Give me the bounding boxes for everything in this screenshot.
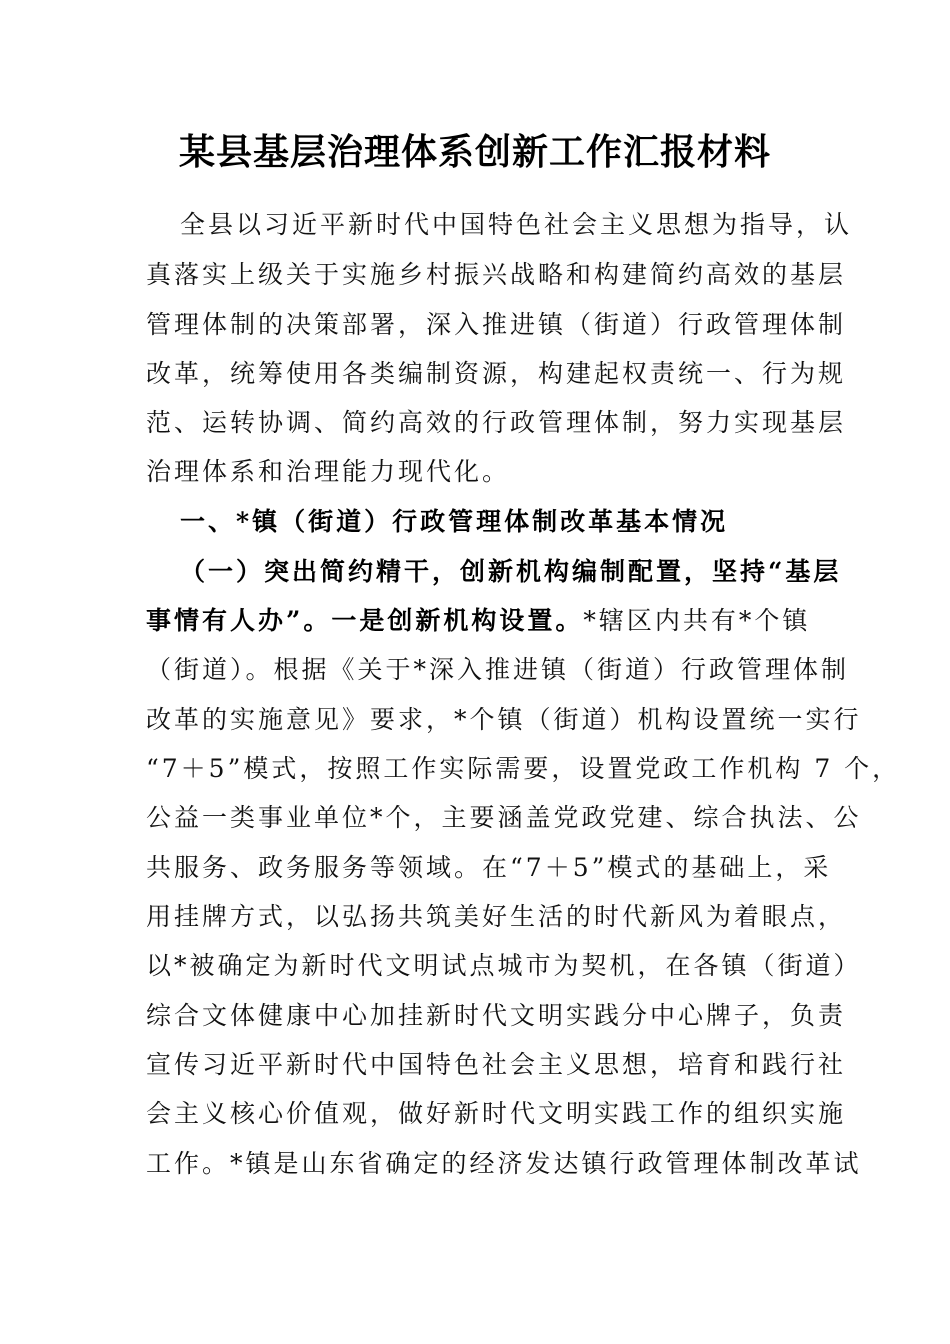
subsection-line: 工作。*镇是山东省确定的经济发达镇行政管理体制改革试 — [146, 1149, 862, 1178]
intro-line: 真落实上级关于实施乡村振兴战略和构建简约高效的基层 — [146, 260, 847, 289]
intro-line: 范、运转协调、简约高效的行政管理体制，努力实现基层 — [146, 408, 847, 437]
subsection-line: 改革的实施意见》要求，*个镇（街道）机构设置统一实行 — [146, 705, 862, 734]
section-heading: 一、*镇（街道）行政管理体制改革基本情况 — [180, 507, 729, 536]
document-title: 某县基层治理体系创新工作汇报材料 — [178, 131, 771, 173]
subsection-line: 公益一类事业单位*个，主要涵盖党政党建、综合执法、公 — [146, 803, 862, 832]
subsection-line: 以*被确定为新时代文明试点城市为契机，在各镇（街道） — [146, 951, 862, 980]
subsection-line: （街道）。根据《关于*深入推进镇（街道）行政管理体制 — [146, 655, 850, 684]
subsection-line — [146, 604, 810, 638]
subsection-line: 综合文体健康中心加挂新时代文明实践分中心牌子，负责 — [146, 1001, 847, 1030]
subsection-heading-line: （一）突出简约精干，创新机构编制配置，坚持“基层 — [180, 557, 842, 586]
intro-line: 全县以习近平新时代中国特色社会主义思想为指导，认 — [180, 210, 853, 239]
subsection-line: 共服务、政务服务等领域。在“7＋5”模式的基础上，采 — [146, 853, 832, 882]
subsection-line: 宣传习近平新时代中国特色社会主义思想，培育和践行社 — [146, 1050, 847, 1079]
intro-line: 治理体系和治理能力现代化。 — [146, 457, 511, 486]
subsection-line: 用挂牌方式，以弘扬共筑美好生活的时代新风为着眼点， — [146, 902, 847, 931]
intro-line: 管理体制的决策部署，深入推进镇（街道）行政管理体制 — [146, 310, 847, 339]
subsection-line-rest: *辖区内共有*个镇 — [583, 606, 811, 635]
intro-line: 改革，统筹使用各类编制资源，构建起权责统一、行为规 — [146, 359, 847, 388]
subsection-line: “7＋5”模式，按照工作实际需要，设置党政工作机构 7 个， — [146, 754, 901, 783]
subsection-line: 会主义核心价值观，做好新时代文明实践工作的组织实施 — [146, 1099, 847, 1128]
subsection-heading-continued: 事情有人办”。一是创新机构设置。 — [146, 606, 584, 635]
